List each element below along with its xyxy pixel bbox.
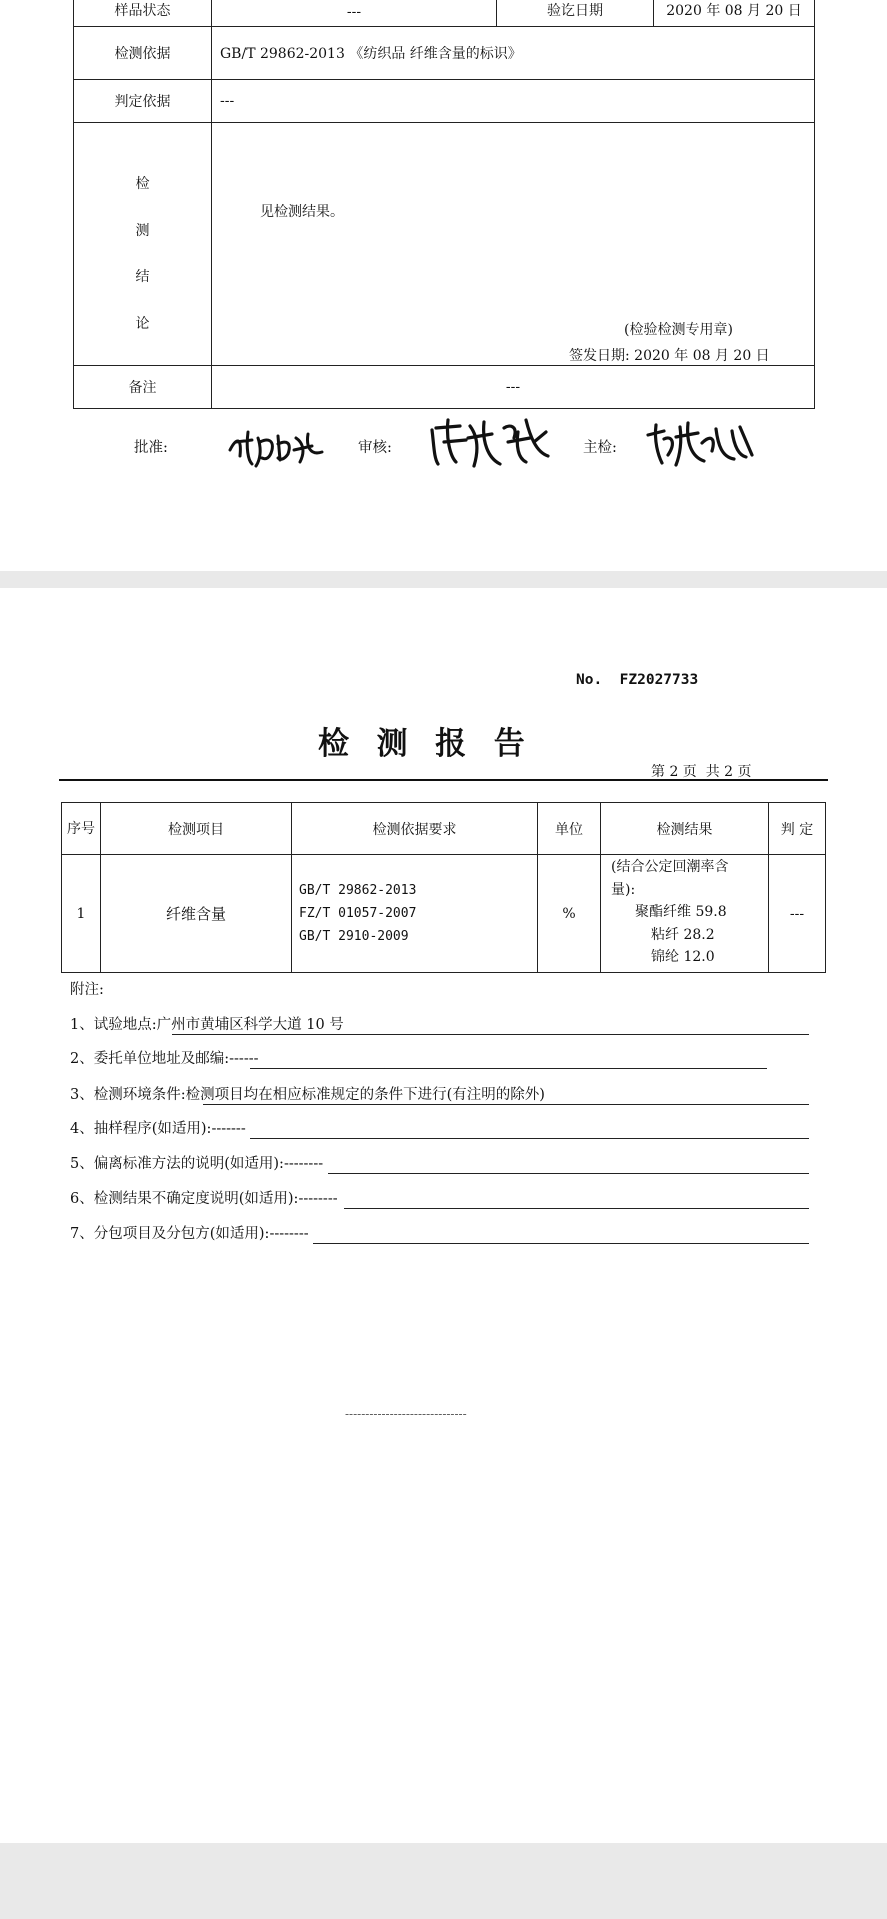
row-unit: % — [538, 855, 601, 973]
result-line: (结合公定回潮率含 — [611, 859, 729, 875]
note-label: 1、试验地点: — [70, 1017, 157, 1033]
approver-signature — [222, 420, 332, 470]
seal-text: (检验检测专用章) — [624, 322, 733, 338]
note-value: -------- — [283, 1156, 324, 1172]
header-unit: 单位 — [538, 803, 601, 855]
basis-line: FZ/T 01057-2007 — [299, 906, 417, 921]
header-judge: 判 定 — [769, 803, 826, 855]
conclusion-char: 论 — [135, 315, 150, 332]
inspect-label: 主检: — [583, 440, 617, 456]
sample-status-label: 样品状态 — [74, 0, 212, 27]
note-underline — [344, 1208, 809, 1209]
conclusion-char: 结 — [135, 269, 150, 285]
header-item: 检测项目 — [101, 803, 292, 855]
result-line: 聚酯纤维 59.8 — [635, 904, 727, 920]
result-line: 锦纶 12.0 — [651, 949, 715, 965]
note-label: 4、抽样程序(如适用): — [70, 1121, 212, 1137]
note-label: 6、检测结果不确定度说明(如适用): — [70, 1191, 299, 1207]
info-table — [73, 0, 815, 409]
reviewer-signature — [426, 412, 556, 474]
note-item — [70, 1188, 338, 1210]
note-item — [70, 1048, 259, 1070]
report-title: 检 测 报 告 — [318, 726, 527, 762]
note-label: 7、分包项目及分包方(如适用): — [70, 1226, 270, 1242]
note-underline — [250, 1138, 809, 1139]
approve-label: 批准: — [134, 440, 168, 456]
note-underline — [250, 1068, 767, 1069]
conclusion-label — [74, 123, 212, 366]
header-seq: 序号 — [62, 803, 101, 855]
inspector-signature — [642, 415, 762, 473]
page-info: 第 2 页 共 2 页 — [651, 764, 752, 780]
report-page-1 — [0, 0, 887, 571]
note-underline — [172, 1034, 809, 1035]
conclusion-cell — [212, 123, 815, 366]
note-value: ------ — [229, 1051, 259, 1067]
row-result — [601, 855, 769, 973]
conclusion-char: 测 — [135, 222, 150, 239]
note-value: -------- — [298, 1191, 338, 1207]
result-line: 粘纤 28.2 — [651, 926, 715, 943]
notes-title: 附注: — [70, 982, 104, 998]
header-basis: 检测依据要求 — [292, 803, 538, 855]
result-line: 量): — [611, 881, 636, 898]
remark-value: --- — [212, 366, 815, 409]
issue-date: 签发日期: 2020 年 08 月 20 日 — [569, 348, 770, 364]
sample-status-value: --- — [212, 0, 497, 27]
basis-line: GB/T 2910-2009 — [299, 929, 409, 944]
header-result: 检测结果 — [601, 803, 769, 855]
note-label: 5、偏离标准方法的说明(如适用): — [70, 1156, 284, 1172]
conclusion-char: 检 — [135, 176, 150, 192]
note-item — [70, 1014, 344, 1036]
remark-label: 备注 — [74, 366, 212, 409]
note-value: 广州市黄埔区科学大道 10 号 — [156, 1017, 344, 1033]
end-line: ------------------------------ — [345, 1407, 467, 1421]
row-seq: 1 — [62, 855, 101, 973]
title-rule — [59, 779, 828, 781]
note-underline — [328, 1173, 809, 1174]
basis-line: GB/T 29862-2013 — [299, 883, 417, 898]
note-value: -------- — [269, 1226, 309, 1242]
row-judge: --- — [769, 855, 826, 973]
note-label: 2、委托单位地址及邮编: — [70, 1051, 230, 1067]
review-label: 审核: — [358, 440, 392, 456]
results-table — [61, 802, 826, 973]
note-value: ------- — [211, 1121, 246, 1137]
judgment-value: --- — [212, 80, 815, 123]
report-number: No. FZ2027733 — [576, 672, 699, 688]
row-basis — [292, 855, 538, 973]
basis-label: 检测依据 — [74, 27, 212, 80]
note-item — [70, 1084, 545, 1106]
inspection-date-value: 2020 年 08 月 20 日 — [654, 0, 815, 27]
basis-value: GB/T 29862-2013 《纺织品 纤维含量的标识》 — [212, 27, 815, 80]
note-item — [70, 1153, 323, 1175]
note-item — [70, 1223, 309, 1245]
note-value: 检测项目均在相应标准规定的条件下进行(有注明的除外) — [185, 1087, 545, 1103]
note-underline — [203, 1104, 809, 1105]
row-item: 纤维含量 — [101, 855, 292, 973]
conclusion-text: 见检测结果。 — [260, 204, 344, 220]
inspection-date-label: 验讫日期 — [497, 0, 654, 27]
note-item — [70, 1118, 246, 1140]
report-page-2 — [0, 588, 887, 1843]
note-label: 3、检测环境条件: — [70, 1087, 186, 1103]
note-underline — [313, 1243, 809, 1244]
judgment-label: 判定依据 — [74, 80, 212, 123]
